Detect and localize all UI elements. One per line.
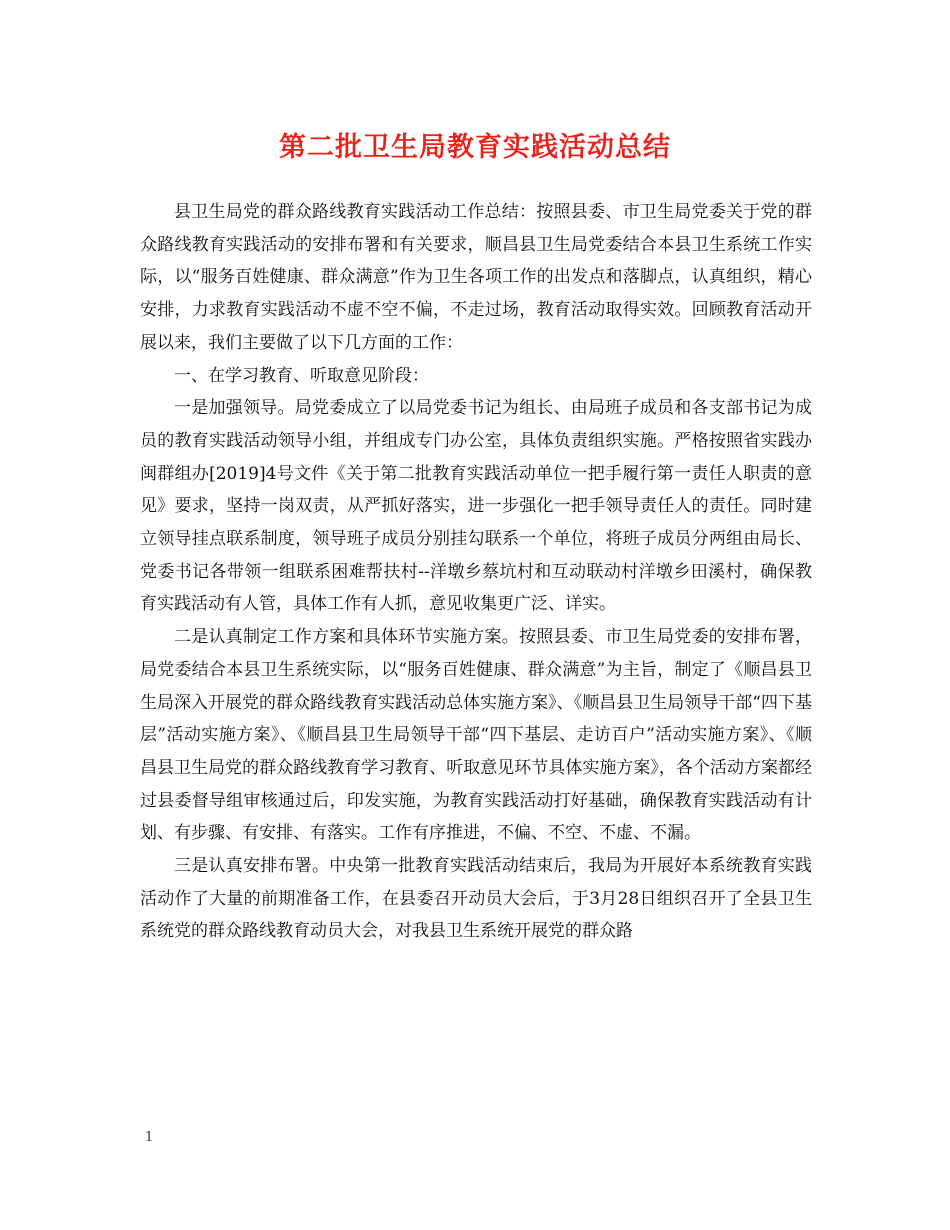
paragraph: 三是认真安排布署。中央第一批教育实践活动结束后，我局为开展好本系统教育实践活动作了大量的前期准备工作，在县委召开动员大会后，于3月28日组织召开了全县卫生系统党的群众路线教育动员大会，对我县卫生系统开展党的群众路 bbox=[140, 856, 812, 942]
paragraph: 县卫生局党的群众路线教育实践活动工作总结：按照县委、市卫生局党委关于党的群众路线教育实践活动的安排布署和有关要求，顺昌县卫生局党委结合本县卫生系统工作实际，以“服务百姓健康、群众满意”作为卫生各项工作的出发点和落脚点，认真组织，精心安排，力求教育实践活动不虚不空不偏，不走过场，教育活动取得实效。回顾教育活动开展以来，我们主要做了以下几方面的工作： bbox=[140, 202, 812, 353]
paragraph: 二是认真制定工作方案和具体环节实施方案。按照县委、市卫生局党委的安排布署，局党委结合本县卫生系统实际，以“服务百姓健康、群众满意”为主旨，制定了《顺昌县卫生局深入开展党的群众路线教育实践活动总体实施方案》、《顺昌县卫生局领导干部“四下基层”活动实施方案》、《顺昌县卫生局领导干部“四下基层、走访百户”活动实施方案》、《顺昌县卫生局党的群众路线教育学习教育、听取意见环节具体实施方案》，各个活动方案都经过县委督导组审核通过后，印发实施，为教育实践活动打好基础，确保教育实践活动有计划、有步骤、有安排、有落实。工作有序推进，不偏、不空、不虚、不漏。 bbox=[140, 627, 812, 844]
document-title: 第二批卫生局教育实践活动总结 bbox=[279, 132, 671, 163]
page-number: 1 bbox=[145, 1130, 154, 1145]
paragraph: 一是加强领导。局党委成立了以局党委书记为组长、由局班子成员和各支部书记为成员的教育实践活动领导小组，并组成专门办公室，具体负责组织实施。严格按照省实践办闽群组办[2019]4号文件《关于第二批教育实践活动单位一把手履行第一责任人职责的意见》要求，坚持一岗双责，从严抓好落实，进一步强化一把手领导责任人的责任。同时建立领导挂点联系制度，领导班子成员分别挂勾联系一个单位，将班子成员分两组由局长、党委书记各带领一组联系困难帮扶村--洋墩乡蔡坑村和互动联动村洋墩乡田溪村，确保教育实践活动有人管，具体工作有人抓，意见收集更广泛、详实。 bbox=[140, 398, 812, 615]
section-heading: 一、在学习教育、听取意见阶段： bbox=[174, 365, 429, 386]
document-body bbox=[140, 196, 812, 948]
